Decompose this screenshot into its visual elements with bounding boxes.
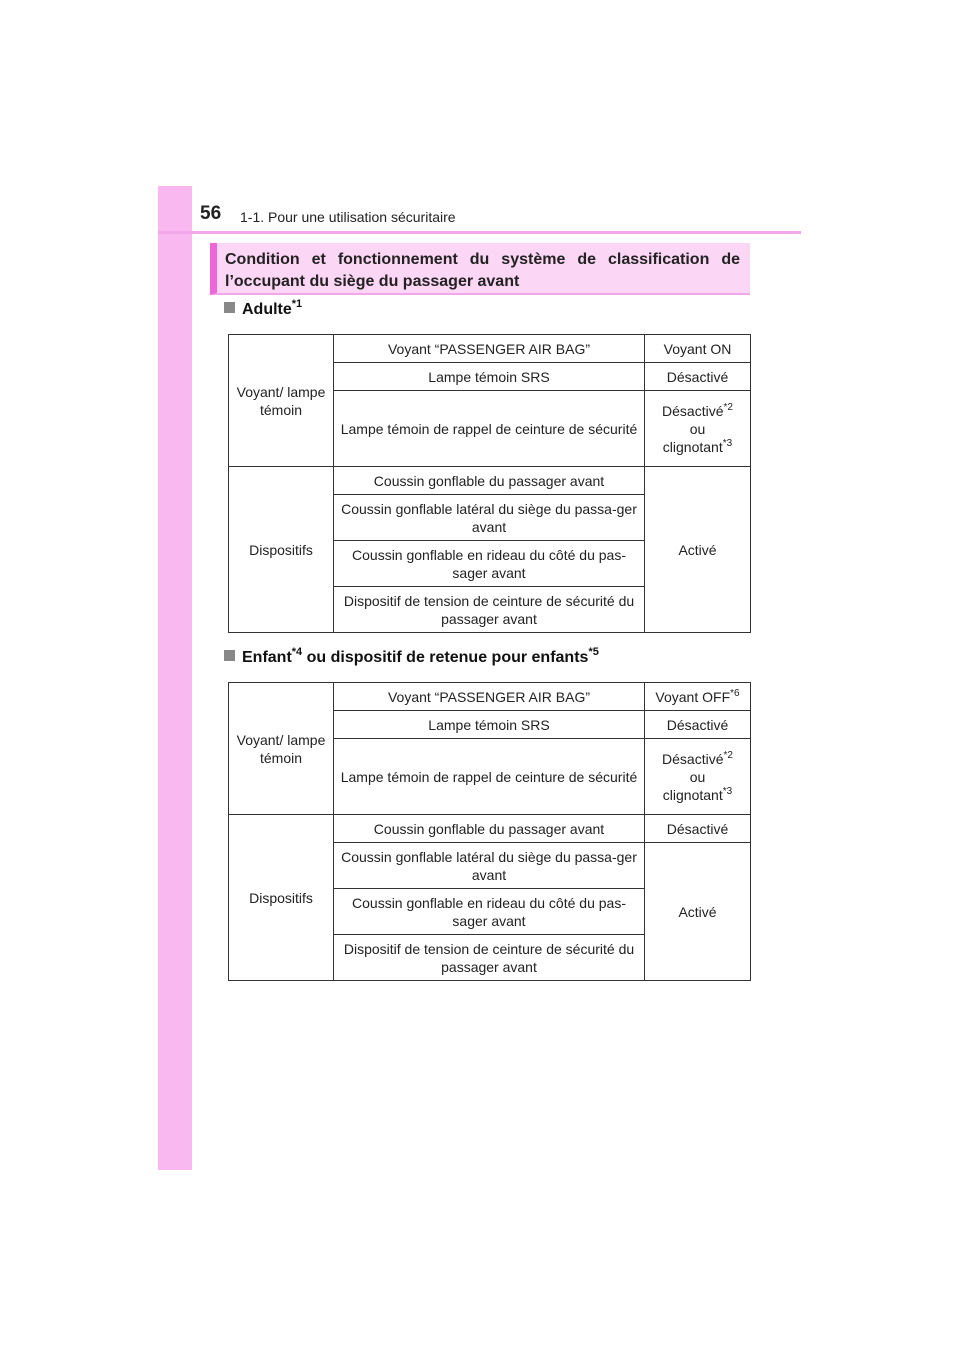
group-label-indicator: Voyant/ lampe témoin	[229, 683, 334, 815]
square-bullet-icon	[224, 650, 235, 661]
footnote-ref: *5	[588, 646, 599, 658]
table-cell-device: Coussin gonflable du passager avant	[334, 815, 645, 843]
footnote-ref: *1	[291, 298, 303, 310]
adult-table	[228, 334, 751, 633]
table-cell-device: Coussin gonflable latéral du siège du passa-ger avant	[334, 495, 645, 541]
table-row	[229, 815, 751, 843]
square-bullet-icon	[224, 302, 235, 313]
table-cell-item: Lampe témoin de rappel de ceinture de sécurité	[334, 739, 645, 815]
group-label-indicator: Voyant/ lampe témoin	[229, 335, 334, 467]
table-cell-device: Dispositif de tension de ceinture de sécurité du passager avant	[334, 587, 645, 633]
table-cell-state: Désactivé	[645, 711, 751, 739]
section-title: Condition et fonctionnement du système de classification de l’occupant du siège du passager avant	[225, 251, 740, 290]
table-cell-devices-state: Activé	[645, 467, 751, 633]
side-color-strip	[158, 186, 192, 1170]
table-cell-device: Coussin gonflable du passager avant	[334, 467, 645, 495]
table-cell-item: Lampe témoin de rappel de ceinture de sécurité	[334, 391, 645, 467]
table-cell-item: Voyant “PASSENGER AIR BAG”	[334, 683, 645, 711]
table-cell-state: Désactivé$^{*2}$ ou clignotant$^{*3}$	[645, 739, 751, 815]
table-row	[229, 467, 751, 495]
group-label-devices: Dispositifs	[229, 467, 334, 633]
running-header: 1-1. Pour une utilisation sécuritaire	[240, 209, 456, 225]
table-cell-item: Lampe témoin SRS	[334, 363, 645, 391]
table-cell-item: Voyant “PASSENGER AIR BAG”	[334, 335, 645, 363]
table-cell-state: Voyant ON	[645, 335, 751, 363]
table-cell-state: Voyant OFF$^{*6}$	[645, 683, 751, 711]
group-label-devices: Dispositifs	[229, 815, 334, 981]
table-cell-device: Coussin gonflable en rideau du côté du pas-sager avant	[334, 889, 645, 935]
table-cell-device: Coussin gonflable en rideau du côté du pas-sager avant	[334, 541, 645, 587]
table-row	[229, 335, 751, 363]
adult-heading-text: Adulte	[242, 301, 292, 318]
adult-heading	[224, 298, 303, 319]
child-heading-text: Enfant	[242, 649, 292, 666]
table-cell-devices-state: Activé	[645, 843, 751, 981]
table-cell-device: Dispositif de tension de ceinture de sécurité du passager avant	[334, 935, 645, 981]
child-heading	[224, 646, 599, 667]
child-table	[228, 682, 751, 981]
table-cell-device: Coussin gonflable latéral du siège du passa-ger avant	[334, 843, 645, 889]
table-cell-state: Désactivé$^{*2}$ ou clignotant$^{*3}$	[645, 391, 751, 467]
table-row	[229, 683, 751, 711]
header-rule	[158, 231, 801, 234]
table-cell-state: Désactivé	[645, 815, 751, 843]
page-number: 56	[200, 203, 222, 224]
section-title-box	[210, 243, 750, 295]
child-heading-text-mid: ou dispositif de retenue pour enfants	[302, 649, 589, 666]
table-cell-state: Désactivé	[645, 363, 751, 391]
table-cell-item: Lampe témoin SRS	[334, 711, 645, 739]
footnote-ref: *4	[291, 646, 303, 658]
